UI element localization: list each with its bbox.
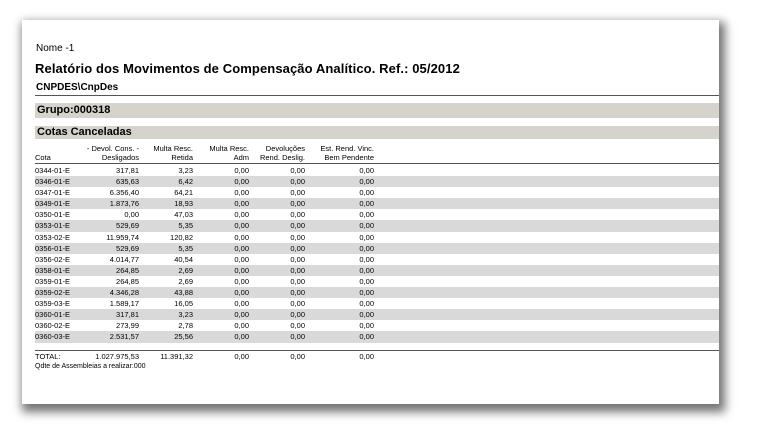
table-row: 0359-01-E 264,85 2,69 0,00 0,00 0,00 [35, 276, 374, 286]
table-row: 0350-01-E 0,00 47,03 0,00 0,00 0,00 [35, 210, 374, 220]
table-row: 0346-01-E 635,63 6,42 0,00 0,00 0,00 [35, 176, 719, 187]
table-row: 0356-02-E 4.014,77 40,54 0,00 0,00 0,00 [35, 254, 374, 264]
report-nome: Nome -1 [36, 43, 75, 54]
report-page [22, 20, 719, 404]
table-row: 0344-01-E 317,81 3,23 0,00 0,00 0,00 [35, 166, 374, 175]
report-path: CNPDES\CnpDes [36, 82, 119, 93]
col-header-cota: Cota [35, 153, 51, 162]
data-rows [35, 165, 719, 343]
table-row: 0359-03-E 1.589,17 16,05 0,00 0,00 0,00 [35, 299, 374, 309]
assembleias-note: Qdte de Assembleias a realizar:000 [35, 363, 146, 370]
table-row: 0360-02-E 273,99 2,78 0,00 0,00 0,00 [35, 321, 374, 331]
col-header-multa-retida: Multa Resc. Retida [153, 144, 193, 162]
table-row: 0360-03-E 2.531,57 25,56 0,00 0,00 0,00 [35, 331, 719, 342]
table-row: 0356-01-E 529,69 5,35 0,00 0,00 0,00 [35, 243, 719, 254]
col-header-est-rend: Est. Rend. Vinc. Bem Pendente [320, 144, 374, 162]
group-band: Grupo:000318 [35, 103, 719, 118]
col-header-multa-adm: Multa Resc. Adm [209, 144, 249, 162]
table-row: 0353-02-E 11.959,74 120,82 0,00 0,00 0,00 [35, 232, 374, 242]
total-row: TOTAL: 1.027.975,53 11.391,32 0,00 0,00 0,00 [35, 352, 374, 361]
table-row: 0358-01-E 264,85 2,69 0,00 0,00 0,00 [35, 265, 719, 276]
table-row: 0359-02-E 4.346,28 43,88 0,00 0,00 0,00 [35, 287, 719, 298]
table-row: 0360-01-E 317,81 3,23 0,00 0,00 0,00 [35, 309, 719, 320]
col-header-devolucoes: Devoluções Rend. Deslig. [259, 144, 305, 162]
table-row: 0353-01-E 529,69 5,35 0,00 0,00 0,00 [35, 220, 719, 231]
section-band: Cotas Canceladas [35, 126, 719, 139]
divider [35, 95, 719, 96]
table-row: 0349-01-E 1.873,76 18,93 0,00 0,00 0,00 [35, 198, 719, 209]
header-divider [35, 163, 719, 164]
report-title: Relatório dos Movimentos de Compensação Analítico. Ref.: 05/2012 [35, 61, 460, 76]
col-header-devol-cons: - Devol. Cons. - Desligados [86, 144, 139, 162]
table-row: 0347-01-E 6.356,40 64,21 0,00 0,00 0,00 [35, 188, 374, 198]
